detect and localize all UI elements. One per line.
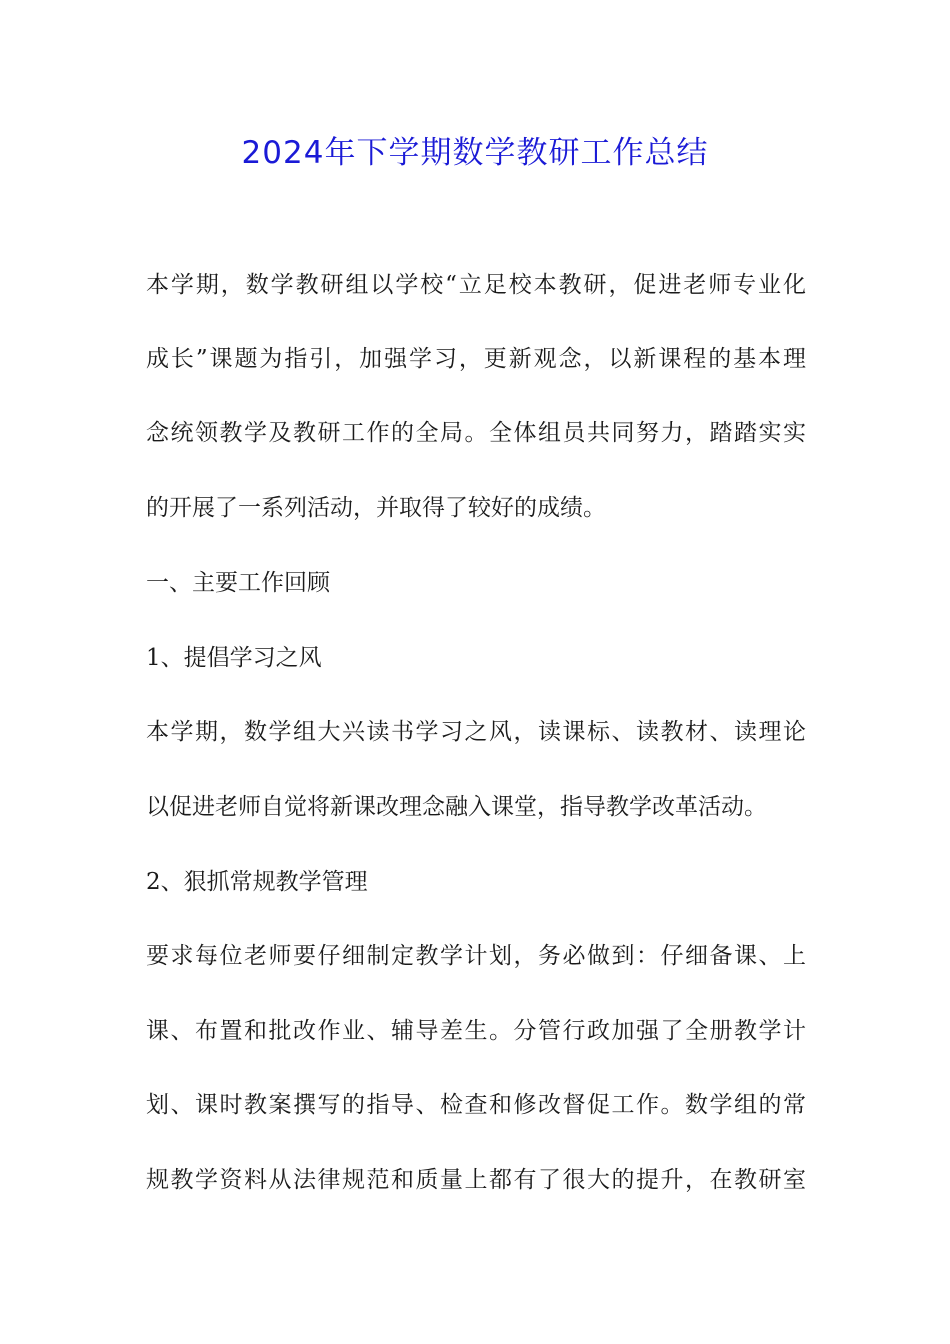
paragraph-line: 成长”课题为指引，加强学习，更新观念，以新课程的基本理 (146, 346, 806, 372)
paragraph-line: 规教学资料从法律规范和质量上都有了很大的提升，在教研室 (146, 1167, 806, 1193)
subsection-heading: 1、提倡学习之风 (146, 645, 322, 671)
document-title: 2024年下学期数学教研工作总结 (241, 135, 709, 171)
paragraph-line: 本学期，数学教研组以学校“立足校本教研，促进老师专业化 (146, 272, 806, 298)
paragraph-line: 要求每位老师要仔细制定教学计划，务必做到：仔细备课、上 (146, 943, 806, 969)
section-heading: 一、主要工作回顾 (146, 570, 330, 596)
subsection-heading: 2、狠抓常规教学管理 (146, 869, 368, 895)
paragraph-line: 划、课时教案撰写的指导、检查和修改督促工作。数学组的常 (146, 1092, 806, 1118)
paragraph-line: 以促进老师自觉将新课改理念融入课堂，指导教学改革活动。 (146, 794, 767, 820)
paragraph-line: 本学期，数学组大兴读书学习之风，读课标、读教材、读理论 (146, 719, 806, 745)
paragraph-line: 念统领教学及教研工作的全局。全体组员共同努力，踏踏实实 (146, 420, 806, 446)
paragraph-line: 课、布置和批改作业、辅导差生。分管行政加强了全册教学计 (146, 1018, 806, 1044)
paragraph-line: 的开展了一系列活动，并取得了较好的成绩。 (146, 495, 606, 521)
